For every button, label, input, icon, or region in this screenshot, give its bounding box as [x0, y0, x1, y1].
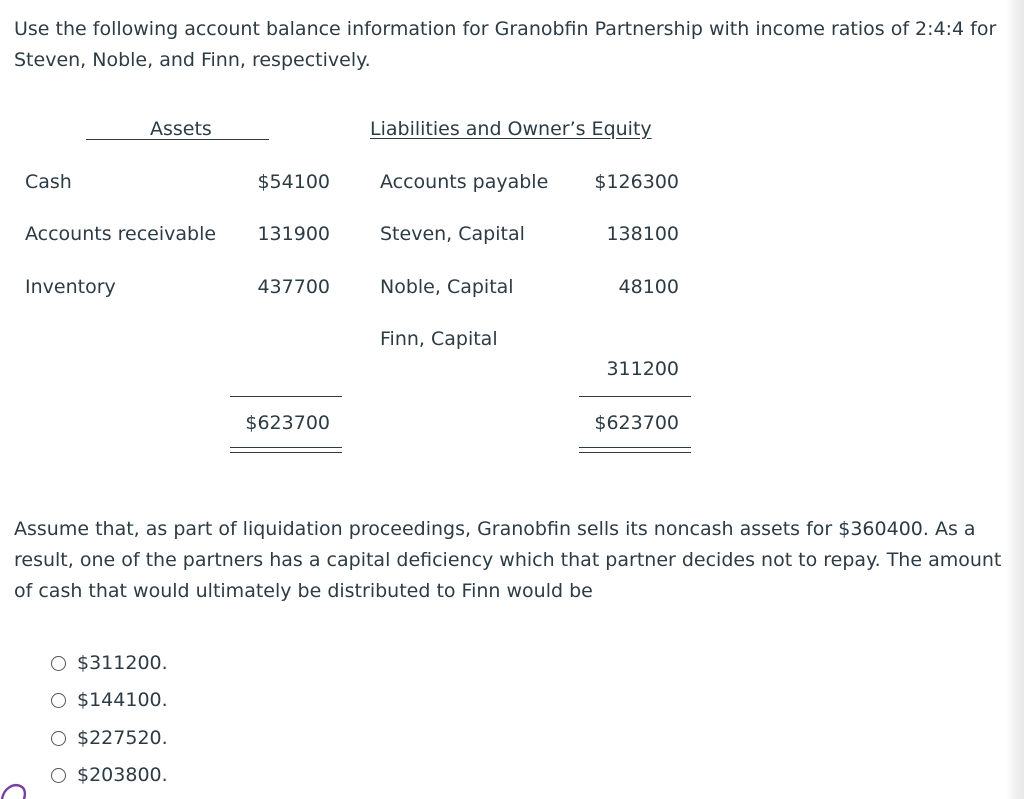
asset-value-inventory: 437700 [257, 276, 330, 298]
assets-total-double-rule [230, 447, 342, 453]
assets-header: Assets [150, 118, 212, 140]
liab-value-finn: 311200 [606, 358, 679, 380]
answer-option-label: $311200. [77, 652, 168, 674]
asset-label-receivable: Accounts receivable [25, 223, 217, 245]
asset-label-cash: Cash [25, 171, 72, 193]
answer-option-4[interactable] [51, 763, 168, 787]
liab-label-steven: Steven, Capital [380, 223, 525, 245]
liab-value-noble: 48100 [618, 276, 679, 298]
liab-total-rule [579, 396, 691, 397]
radio-circle-icon[interactable] [51, 656, 66, 671]
answer-option-label: $203800. [77, 764, 168, 786]
liab-label-finn: Finn, Capital [380, 328, 498, 350]
asset-label-inventory: Inventory [25, 276, 116, 298]
asset-value-cash: $54100 [257, 171, 330, 193]
handwritten-mark-icon [0, 778, 30, 799]
asset-value-receivable: 131900 [257, 223, 330, 245]
answer-option-3[interactable] [51, 726, 168, 750]
liabilities-header: Liabilities and Owner’s Equity [370, 118, 652, 140]
liab-label-noble: Noble, Capital [380, 276, 514, 298]
answer-option-1[interactable] [51, 651, 168, 675]
assets-total: $623700 [245, 412, 330, 434]
radio-circle-icon[interactable] [51, 693, 66, 708]
question-text: Assume that, as part of liquidation proceedings, Granobfin sells its noncash assets for $360400. As a result, one of the partners has a capital deficiency which that partner decides not to repay. The amount of cash that would ultimately be distributed to Finn would be [14, 518, 1002, 602]
radio-circle-icon[interactable] [51, 731, 66, 746]
liab-value-steven: 138100 [606, 223, 679, 245]
answer-option-2[interactable] [51, 688, 168, 712]
liab-total-double-rule [579, 447, 691, 453]
liab-label-payable: Accounts payable [380, 171, 549, 193]
page-edge-shadow [1006, 0, 1024, 799]
answer-option-label: $144100. [77, 689, 168, 711]
assets-total-rule [230, 396, 342, 397]
liab-total: $623700 [594, 412, 679, 434]
liab-value-payable: $126300 [594, 171, 679, 193]
answer-option-label: $227520. [77, 727, 168, 749]
radio-circle-icon[interactable] [51, 768, 66, 783]
intro-text: Use the following account balance information for Granobfin Partnership with income ratios of 2:4:4 for Steven, Noble, and Finn, respectively. [14, 18, 997, 71]
